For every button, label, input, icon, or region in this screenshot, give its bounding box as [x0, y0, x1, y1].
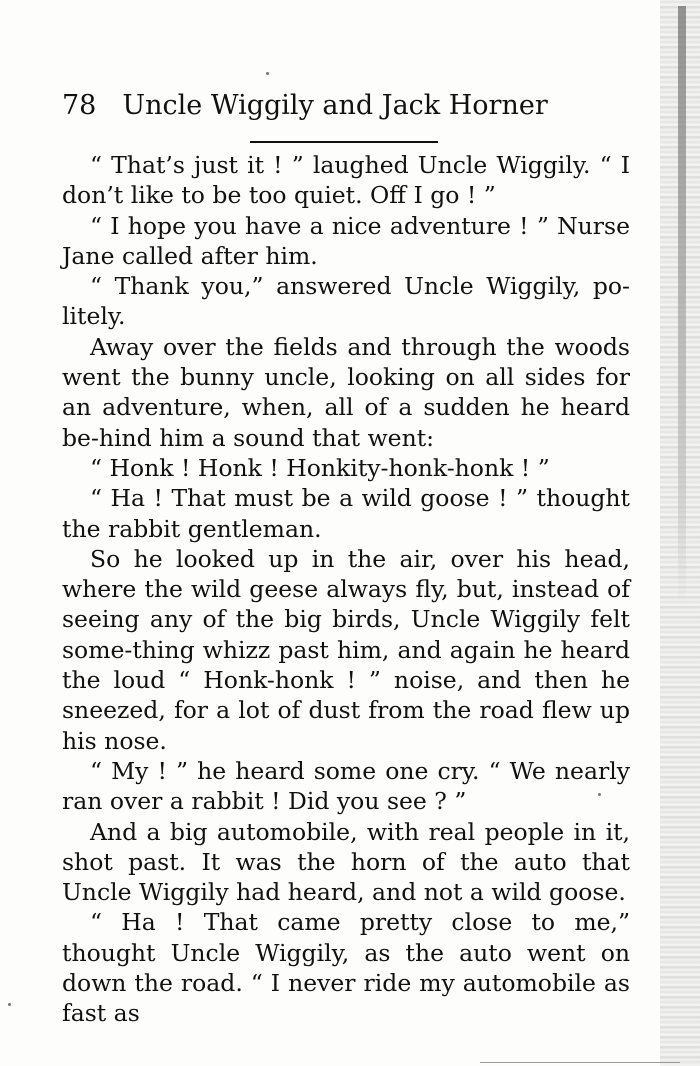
binding-edge	[678, 6, 686, 606]
paragraph: And a big automobile, with real people in it, shot past. It was the horn of the auto that Uncle Wiggily had heard, and not a wild goose.	[62, 817, 630, 907]
paragraph: “ Ha ! That came pretty close to me,” thought Uncle Wiggily, as the auto went on down the road. “ I never ride my automobile as fast as	[62, 908, 630, 1028]
print-speck	[266, 72, 269, 75]
body-text	[62, 150, 630, 1029]
paragraph: “ Thank you,” answered Uncle Wiggily, po-litely.	[62, 272, 630, 331]
paragraph: “ I hope you have a nice adventure ! ” Nurse Jane called after him.	[62, 211, 630, 270]
print-speck	[598, 793, 601, 796]
print-speck	[8, 1003, 11, 1006]
paragraph: “ My ! ” he heard some one cry. “ We nearly ran over a rabbit ! Did you see ? ”	[62, 756, 630, 816]
header-rule	[250, 141, 438, 143]
paragraph: Away over the fields and through the woods went the bunny uncle, looking on all sides for an adventure, when, all of a sudden he heard be-hind him a sound that went:	[62, 332, 630, 452]
running-header	[62, 90, 622, 130]
page-number: 78	[62, 90, 97, 121]
bottom-edge-line	[480, 1062, 680, 1063]
paragraph: “ Honk ! Honk ! Honkity-honk-honk ! ”	[90, 453, 550, 482]
running-title: Uncle Wiggily and Jack Horner	[122, 90, 548, 121]
paragraph: “ That’s just it ! ” laughed Uncle Wiggily. “ I don’t like to be too quiet. Off I go ! ”	[62, 151, 630, 210]
paragraph: “ Ha ! That must be a wild goose ! ” thought the rabbit gentleman.	[62, 484, 630, 543]
paragraph: So he looked up in the air, over his head, where the wild geese always fly, but, instead of seeing any of the big birds, Uncle Wiggily felt some-thing whizz past him, and again he heard the loud “ Honk-honk ! ” noise, and then he sneezed, for a lot of dust from the road flew up his nose.	[62, 544, 630, 755]
